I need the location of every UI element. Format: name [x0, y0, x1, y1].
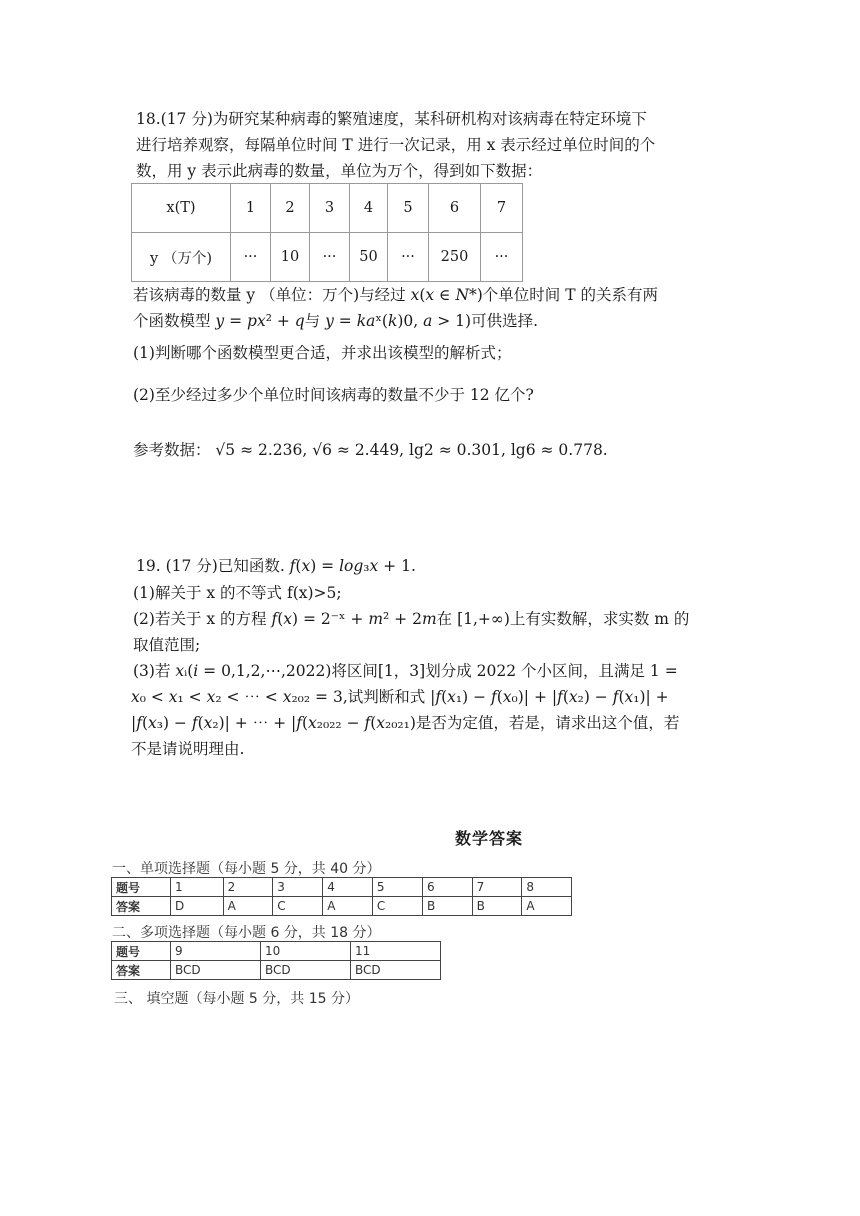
table-cell: B: [472, 897, 522, 916]
q18-part-1: (1)判断哪个函数模型更合适，并求出该模型的解析式；: [133, 344, 512, 362]
table-row: [132, 184, 523, 233]
table-cell: 7: [481, 184, 523, 233]
table-cell: D: [171, 897, 224, 916]
table-row: [132, 233, 523, 282]
table-cell: ···: [481, 233, 523, 282]
table-cell: ···: [388, 233, 429, 282]
table-cell: 4: [350, 184, 388, 233]
q18-line-3: 数，用 y 表示此病毒的数量，单位为万个，得到如下数据：: [136, 162, 543, 180]
table-cell: 1: [171, 878, 224, 897]
q18-line-1: 18.(17 分)为研究某种病毒的繁殖速度，某科研机构对该病毒在特定环境下: [136, 110, 647, 128]
table-cell: 4: [323, 878, 373, 897]
table-cell: 250: [429, 233, 481, 282]
table-cell: 6: [429, 184, 481, 233]
table-row: [112, 961, 441, 980]
q19-part-3: (3)若 𝑥ᵢ(𝑖 = 0,1,2,⋯,2022)将区间[1，3]划分成 2022 个小区间，且满足 1 =: [133, 662, 678, 680]
answers-table-multiple-choice: [111, 941, 441, 980]
answers-section-1: 一、单项选择题（每小题 5 分，共 40 分）: [112, 861, 381, 877]
table-row: [112, 878, 572, 897]
table-cell: ···: [231, 233, 271, 282]
table-cell: y （万个): [132, 233, 231, 282]
answers-title: 数学答案: [455, 829, 524, 848]
table-cell: x(T): [132, 184, 231, 233]
q18-line-2: 进行培养观察，每隔单位时间 T 进行一次记录，用 x 表示经过单位时间的个: [136, 136, 656, 154]
q19-part-2: (2)若关于 x 的方程 𝑓(𝑥) = 2⁻ˣ + 𝑚² + 2𝑚在 [1,+∞)上有实数解，求实数 m 的: [133, 610, 690, 628]
q18-line-5: 个函数模型 𝑦 = 𝑝𝑥² + 𝑞与 𝑦 = 𝑘𝑎ˣ(𝑘)0, 𝑎 > 1)可供选择.: [133, 312, 539, 330]
table-cell: 2: [223, 878, 273, 897]
table-cell: A: [223, 897, 273, 916]
q18-part-2: (2)至少经过多少个单位时间该病毒的数量不少于 12 亿个?: [133, 386, 534, 404]
table-cell: 8: [522, 878, 572, 897]
table-cell: 5: [388, 184, 429, 233]
answers-table-single-choice: [111, 877, 572, 916]
table-cell: C: [372, 897, 422, 916]
table-cell: ···: [310, 233, 350, 282]
answers-section-3: 三、 填空题（每小题 5 分，共 15 分）: [114, 991, 359, 1007]
table-cell: 3: [310, 184, 350, 233]
table-cell: BCD: [171, 961, 261, 980]
q18-line-4: 若该病毒的数量 y （单位：万个)与经过 𝑥(𝑥 ∈ 𝑁*)个单位时间 T 的关系有两: [133, 286, 658, 304]
table-cell: C: [273, 897, 323, 916]
table-cell: 9: [171, 942, 261, 961]
q19-part-1: (1)解关于 x 的不等式 f(x)>5;: [133, 584, 342, 602]
table-cell: 答案: [112, 961, 171, 980]
answers-section-2: 二、多项选择题（每小题 6 分，共 18 分）: [112, 925, 381, 941]
table-cell: BCD: [261, 961, 351, 980]
table-cell: 3: [273, 878, 323, 897]
table-cell: 5: [372, 878, 422, 897]
table-cell: 10: [261, 942, 351, 961]
q19-line-1: 19. (17 分)已知函数. 𝑓(𝑥) = 𝑙𝑜𝑔₃𝑥 + 1.: [136, 557, 416, 575]
table-cell: A: [323, 897, 373, 916]
q19-part-3-cont-2: |𝑓(𝑥₃) − 𝑓(𝑥₂)| + ⋯ + |𝑓(𝑥₂₀₂₂ − 𝑓(𝑥₂₀₂₁)是否为定值，若是，请求出这个值，若: [131, 714, 680, 732]
table-cell: 答案: [112, 897, 171, 916]
table-row: [112, 942, 441, 961]
q19-part-3-cont-3: 不是请说明理由.: [131, 740, 245, 758]
table-cell: 题号: [112, 878, 171, 897]
table-cell: BCD: [351, 961, 441, 980]
q18-data-table: [131, 183, 523, 282]
table-cell: 2: [271, 184, 310, 233]
table-cell: 1: [231, 184, 271, 233]
table-cell: 11: [351, 942, 441, 961]
table-cell: 10: [271, 233, 310, 282]
table-cell: B: [423, 897, 473, 916]
q19-part-2-cont: 取值范围;: [133, 636, 201, 654]
table-row: [112, 897, 572, 916]
q18-reference-data: 参考数据： √5 ≈ 2.236, √6 ≈ 2.449, lg2 ≈ 0.301, lg6 ≈ 0.778.: [133, 441, 608, 459]
table-cell: 7: [472, 878, 522, 897]
table-cell: A: [522, 897, 572, 916]
table-cell: 题号: [112, 942, 171, 961]
table-cell: 6: [423, 878, 473, 897]
q19-part-3-cont-1: 𝑥₀ < 𝑥₁ < 𝑥₂ < ⋯ < 𝑥₂₀₂ = 3,试判断和式 |𝑓(𝑥₁) − 𝑓(𝑥₀)| + |𝑓(𝑥₂) − 𝑓(𝑥₁)| +: [131, 688, 669, 706]
table-cell: 50: [350, 233, 388, 282]
